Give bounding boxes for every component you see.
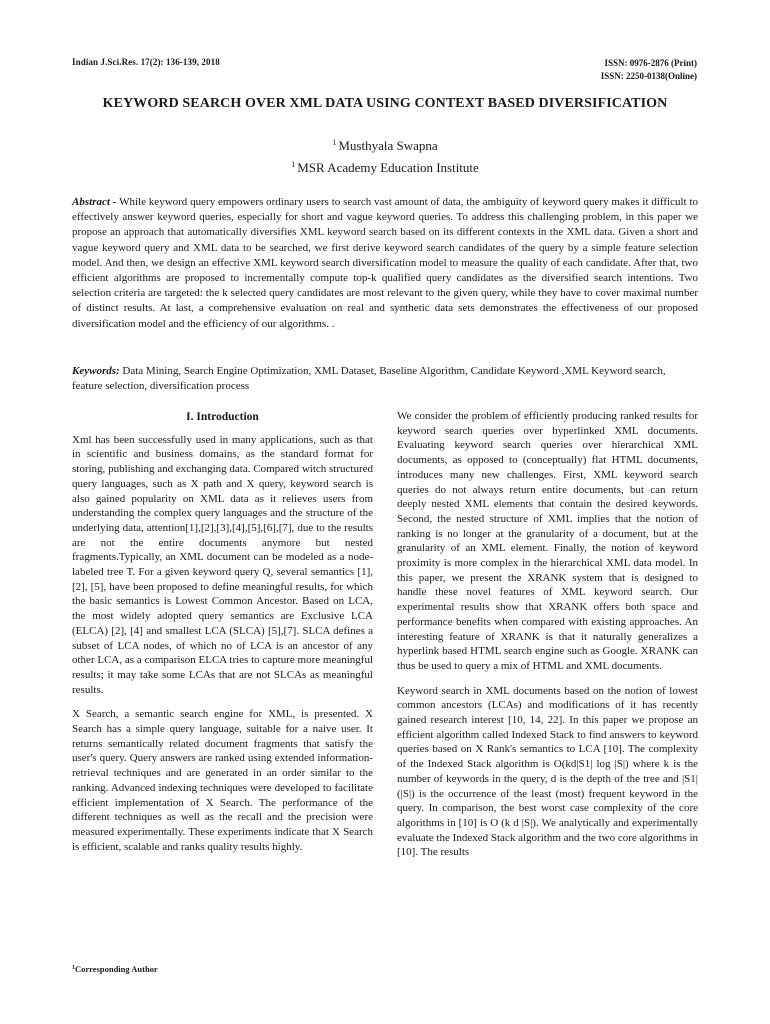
footnote-text: Corresponding Author bbox=[75, 964, 158, 974]
paragraph: We consider the problem of efficiently producing ranked results for keyword search queries over hyperlinked XML documents. Evaluating keyword search queries over hierarchical XML documents, as opposed to (conceptually) flat HTML documents, introduces many new challenges. First, XML keyword search queries do not always return entire documents, but can return deeply nested XML elements that contain the desired keywords. Second, the nested structure of XML implies that the notion of ranking is no longer at the granularity of a document, but at the granularity of an XML element. Finally, the notion of keyword proximity is more complex in the hierarchical XML data model. In this paper, we present the XRANK system that is designed to handle these novel features of XML keyword search. Our experimental results show that XRANK offers both space and performance benefits when compared with existing approaches. An interesting feature of XRANK is that it naturally generalizes a hyperlink based HTML search engine such as Google. XRANK can thus be used to query a mix of HTML and XML documents. bbox=[397, 410, 698, 672]
paragraph: X Search, a semantic search engine for XML, is presented. X Search has a simple query language, suitable for a naive user. It returns semantically related document fragments that satisfy the user's query. Query answers are ranked using extended information-retrieval techniques and are generated in an order similar to the ranking. Advanced indexing techniques were developed to facilitate efficient implementation of X Search. The performance of the different techniques as well as the recall and the precision were measured experimentally. These experiments indicate that X Search is efficient, scalable and ranks quality results highly. bbox=[72, 708, 373, 853]
right-column bbox=[397, 409, 698, 870]
issn-block bbox=[601, 57, 697, 83]
keywords bbox=[72, 364, 698, 394]
footnote-superscript: 1 bbox=[72, 965, 75, 971]
paper-title: KEYWORD SEARCH OVER XML DATA USING CONTEXT BASED DIVERSIFICATION bbox=[102, 96, 668, 111]
author-affiliation: MSR Academy Education Institute bbox=[297, 160, 479, 175]
abstract-label: Abstract - bbox=[72, 196, 117, 208]
abstract-text: While keyword query empowers ordinary users to search vast amount of data, the ambiguity of keyword query makes it difficult to effectively answer keyword queries, especially for short and vague keyword queries. To address this challenging problem, in this paper we propose an approach that automatically diversifies XML keyword search based on its different contexts in the XML data. Given a short and vague keyword query and XML data to be searched, we first derive keyword search candidates of the query by a simple feature selection model. And then, we design an effective XML keyword search diversification model to measure the quality of each candidate. After that, two efficient algorithms are proposed to incrementally compute top-k qualified query candidates as the diversified search intentions. Two selection criteria are targeted: the k selected query candidates are most relevant to the given query, while they have to cover maximal number of distinct results. At last, a comprehensive evaluation on real and synthetic data sets demonstrates the effectiveness of our proposed diversification model and the efficiency of our algorithms. . bbox=[72, 196, 698, 330]
paragraph: Keyword search in XML documents based on the notion of lowest common ancestors (LCAs) and modifications of it has recently gained research interest [10, 14, 22]. In this paper we propose an efficient algorithm called Indexed Stack to find answers to keyword queries based on X Rank's semantics to LCA [10]. The complexity of the Indexed Stack algorithm is O(kd|S1| log |S|) where k is the number of keywords in the query, d is the depth of the tree and |S1| (|S|) is the occurrence of the least (most) frequent keyword in the query. In comparison, the best worst case complexity of the core algorithms in [10] is O (k d |S|). We analytically and experimentally evaluate the Indexed Stack algorithm and the two core algorithms in [10]. The results bbox=[397, 684, 698, 859]
author-superscript: 1 bbox=[332, 138, 337, 147]
affiliation-superscript: 1 bbox=[291, 160, 296, 169]
issn-online: ISSN: 2250-0138(Online) bbox=[600, 71, 697, 81]
abstract bbox=[72, 195, 698, 332]
left-column bbox=[72, 410, 373, 864]
author-name: Musthyala Swapna bbox=[338, 138, 438, 153]
keywords-text: Data Mining, Search Engine Optimization, XML Dataset, Baseline Algorithm, Candidate Keyword ,XML Keyword search, feature selection, diversification process bbox=[72, 365, 666, 393]
journal-citation: Indian J.Sci.Res. 17(2): 136-139, 2018 bbox=[72, 57, 220, 67]
affiliation-line bbox=[0, 155, 770, 177]
keywords-label: Keywords: bbox=[72, 365, 120, 377]
section-heading-introduction: I. Introduction bbox=[186, 411, 259, 423]
paragraph: Xml has been successfully used in many applications, such as that in scientific and business domains, as the standard format for storing, publishing and exchanging data. Compared witch structured query languages, such as X path and X query, keyword search is also gained popularity on XML data as it relieves users from understanding the complex query languages and the structure of the underlying data, attention[1],[2],[3],[4],[5],[6],[7], due to the results are not the entire documents anymore but nested fragments.Typically, an XML document can be modeled as a node-labeled tree T. For a given keyword query Q, several semantics [1],[2], [5], have been proposed to define meaningful results, for which the basic semantics is Lowest Common Ancestor. Based on LCA, the most widely adopted query semantics are Exclusive LCA (ELCA) [2], [4] and smallest LCA (SLCA) [5],[7]. SLCA defines a subset of LCA nodes, of which no of LCA is an ancestor of any other LCA, as a comparison ELCA tries to capture more meaningful results; it may take some LCAs that are not SLCAs as meaningful results. bbox=[72, 433, 373, 696]
author-line bbox=[0, 133, 770, 155]
author-block bbox=[0, 133, 770, 177]
issn-print: ISSN: 0976-2876 (Print) bbox=[604, 58, 697, 68]
footnote bbox=[72, 964, 158, 974]
